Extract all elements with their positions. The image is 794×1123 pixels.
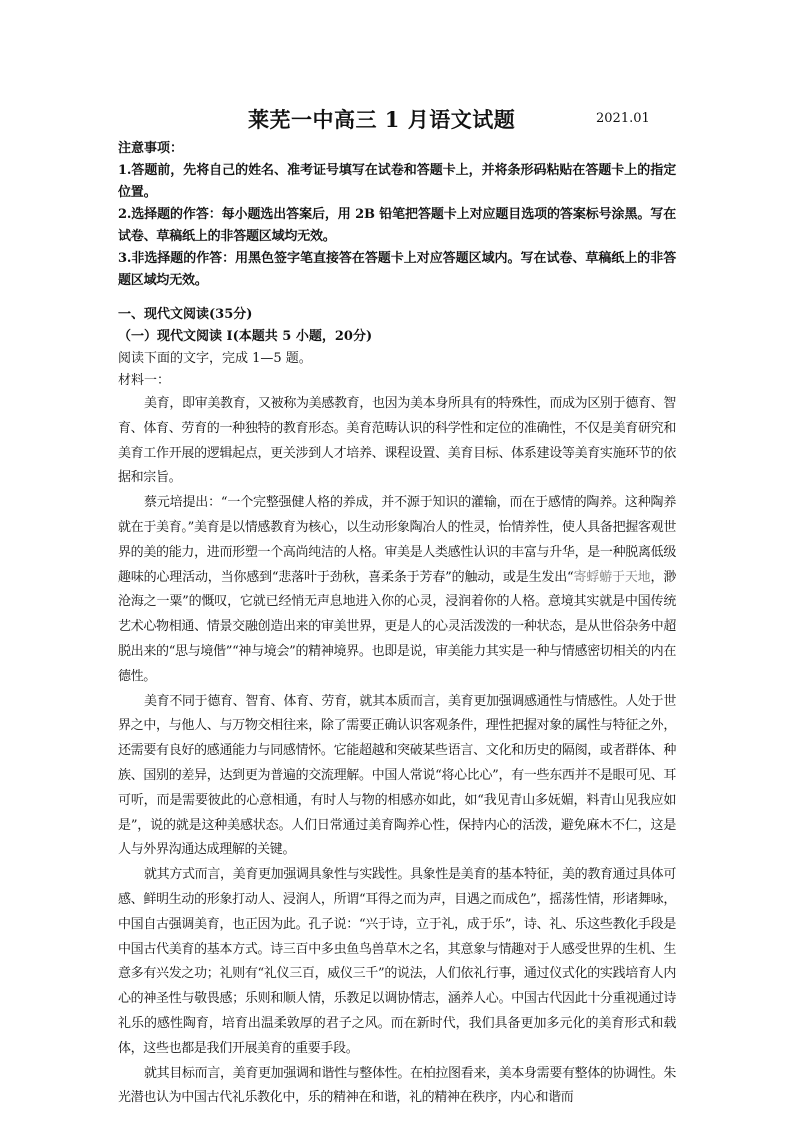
paragraph-2-part-a: 蔡元培提出：“一个完整强健人格的养成，并不源于知识的灌输，而在于感情的陶养。这种陶养就在于美育。”美育是以情感教育为核心，以生动形象陶冶人的性灵，怡情养性，使人具备把握客观世界的美的能力，进而形塑一个高尚纯洁的人格。审美是人类感性认识的丰富与升华，是一种脱离低级趣味的心理活动，当你感到“悲落叶于劲秋，喜柔条于芳春”的触动，或是生发出“ [118, 495, 676, 585]
notice-item-1: 1.答题前，先将自己的姓名、准考证号填写在试卷和答题卡上，并将条形码粘贴在答题卡上的指定位置。 [118, 163, 676, 200]
paragraph-3: 美育不同于德育、智育、体育、劳育，就其本质而言，美育更加强调感通性与情感性。人处于世界之中，与他人、与万物交相往来，除了需要正确认识客观条件，理性把握对象的属性与特征之外，还需要有良好的感通能力与同感情怀。它能超越和突破某些语言、文化和历史的隔阂，或者群体、种族、国别的差异，达到更为普遍的交流理解。中国人常说“将心比心”，有一些东西并不是眼可见、耳可听，而是需要彼此的心意相通，有时人与物的相感亦如此，如“我见青山多妩媚，料青山见我应如是”，说的就是这种美感状态。人们日常通过美育陶养心性，保持内心的活泼，避免麻木不仁，这是人与外界沟通达成理解的关键。 [118, 693, 676, 858]
paragraph-1: 美育，即审美教育，又被称为美感教育，也因为美本身所具有的特殊性，而成为区别于德育、智育、体育、劳育的一种独特的教育形态。美育范畴认识的科学性和定位的准确性，不仅是美育研究和美育工作开展的逻辑起点，更关涉到人才培养、课程设置、美育目标、体系建设等美育实施环节的依据和宗旨。 [118, 396, 676, 486]
paragraph-4: 就其方式而言，美育更加强调具象性与实践性。具象性是美育的基本特征，美的教育通过具体可感、鲜明生动的形象打动人、浸润人，所谓“耳得之而为声，目遇之而成色”，摇荡性情，形诸舞咏，中国自古强调美育，也正因为此。孔子说：“兴于诗，立于礼，成于乐”，诗、礼、乐这些教化手段是中国古代美育的基本方式。诗三百中多虫鱼鸟兽草木之名，其意象与情趣对于人感受世界的生机、生意多有兴发之功；礼则有“礼仪三百，威仪三千”的说法，人们依礼行事，通过仪式化的实践培育人内心的神圣性与敬畏感；乐则和顺人情，乐教足以调协情志，涵养人心。中国古代因此十分重视通过诗礼乐的感性陶育，培育出温柔敦厚的君子之风。而在新时代，我们具备更加多元化的美育形式和载体，这些也都是我们开展美育的重要手段。 [118, 867, 676, 1056]
exam-date: 2021.01 [596, 111, 650, 126]
subsection-heading: （一）现代文阅读 I(本题共 5 小题，20分) [118, 329, 373, 344]
paragraph-5: 就其目标而言，美育更加强调和谐性与整体性。在柏拉图看来，美本身需要有整体的协调性。朱光潜也认为中国古代礼乐教化中，乐的精神在和谐，礼的精神在秩序，内心和谐而 [118, 1065, 676, 1106]
paragraph-2 [118, 491, 676, 689]
reading-instruction: 阅读下面的文字，完成 1—5 题。 [118, 351, 312, 366]
document-page [118, 100, 676, 1111]
notice-heading: 注意事项： [118, 141, 184, 156]
paragraph-2-part-b: ，渺沧海之一粟”的慨叹，它就已经悄无声息地进入你的心灵，浸润着你的人格。意境其实就是中国传统艺术心物相通、情景交融创造出来的审美世界，更是人的心灵活泼泼的一种状态，是从世俗杂务中超脱出来的“思与境偕”“神与境会”的精神境界。也即是说，审美能力其实是一种与情感密切相关的内在德性。 [118, 569, 676, 684]
title-row [118, 100, 676, 136]
material-label: 材料一： [118, 373, 171, 388]
notice-item-3: 3.非选择题的作答：用黑色签字笔直接答在答题卡上对应答题区域内。写在试卷、草稿纸上的非答题区域均无效。 [118, 251, 676, 288]
notice-item-2: 2.选择题的作答：每小题选出答案后，用 2B 铅笔把答题卡上对应题目选项的答案标号涂黑。写在试卷、草稿纸上的非答题区域均无效。 [118, 207, 676, 244]
page-title: 莱芜一中高三 1 月语文试题 [248, 107, 516, 132]
section-heading: 一、现代文阅读(35分) [118, 307, 253, 322]
faded-quote: 寄蜉蝣于天地 [573, 569, 651, 585]
